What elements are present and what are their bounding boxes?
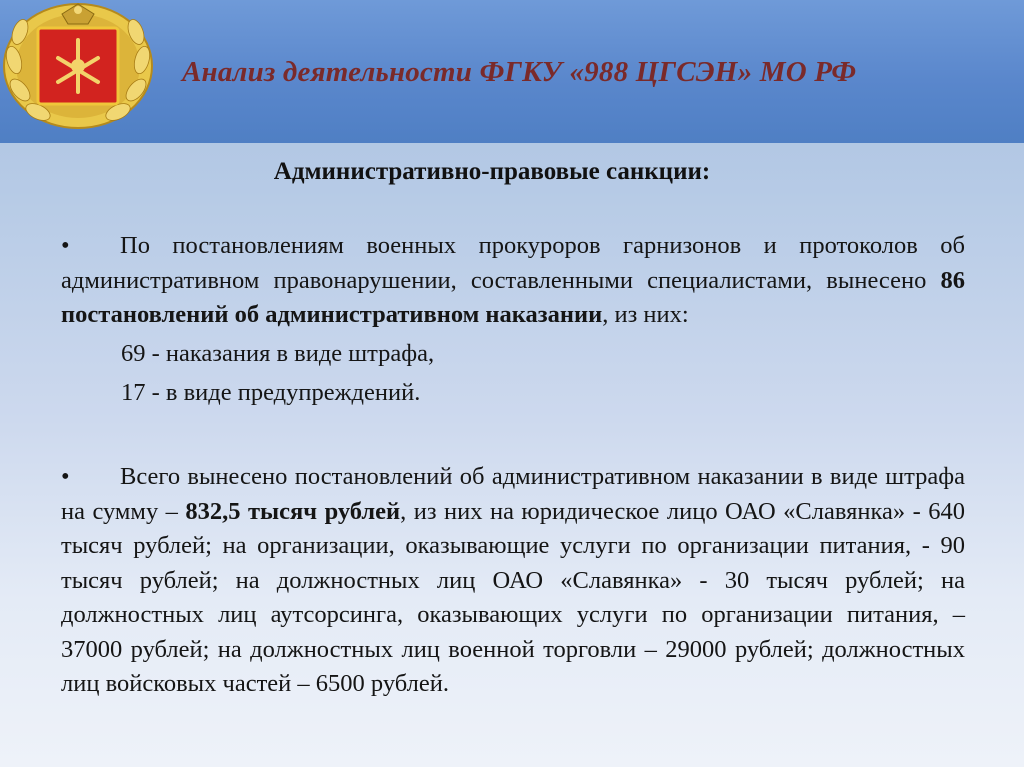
coat-of-arms-emblem <box>0 0 160 130</box>
section-title-text: Административно-правовые санкции: <box>273 158 711 185</box>
bullet-marker: • <box>61 463 70 490</box>
paragraph-2-text-after: , из них на юридическое лицо ОАО «Славянка» - 640 тысяч рублей; на организации, оказывающие услуги по организации питания, - 90 тысяч рублей; на должностных лиц ОАО «Славянка» - 30 тысяч рублей; на должностных лиц аутсорсинга, оказывающих услуги по организации питания, – 37000 рублей; на должностных лиц военной торговли – 29000 рублей; должностных лиц войсковых частей – 6500 рублей. <box>61 497 965 697</box>
paragraph-1-text-before: По постановлениям военных прокуроров гарнизонов и протоколов об административном правонарушении, составленными специалистами, вынесено <box>61 232 965 294</box>
section-title <box>0 158 1024 186</box>
paragraph-1-bold: 86 постановлений об административном наказании <box>61 266 965 328</box>
paragraph-1-text-after: , из них: <box>602 301 689 328</box>
red-shield-icon <box>38 28 118 104</box>
bullet-marker: • <box>61 232 70 259</box>
paragraph-2-text-before: Всего вынесено постановлений об административном наказании в виде штрафа на сумму – <box>61 463 965 525</box>
paragraph-2 <box>61 460 965 702</box>
page-title: Анализ деятельности ФГКУ «988 ЦГСЭН» МО РФ <box>182 56 857 88</box>
sub-item-warnings: 17 - в виде предупреждений. <box>121 379 421 406</box>
paragraph-1 <box>61 229 965 333</box>
sub-item-fines: 69 - наказания в виде штрафа, <box>121 340 435 367</box>
paragraph-2-bold: 832,5 тысяч рублей <box>185 497 401 525</box>
